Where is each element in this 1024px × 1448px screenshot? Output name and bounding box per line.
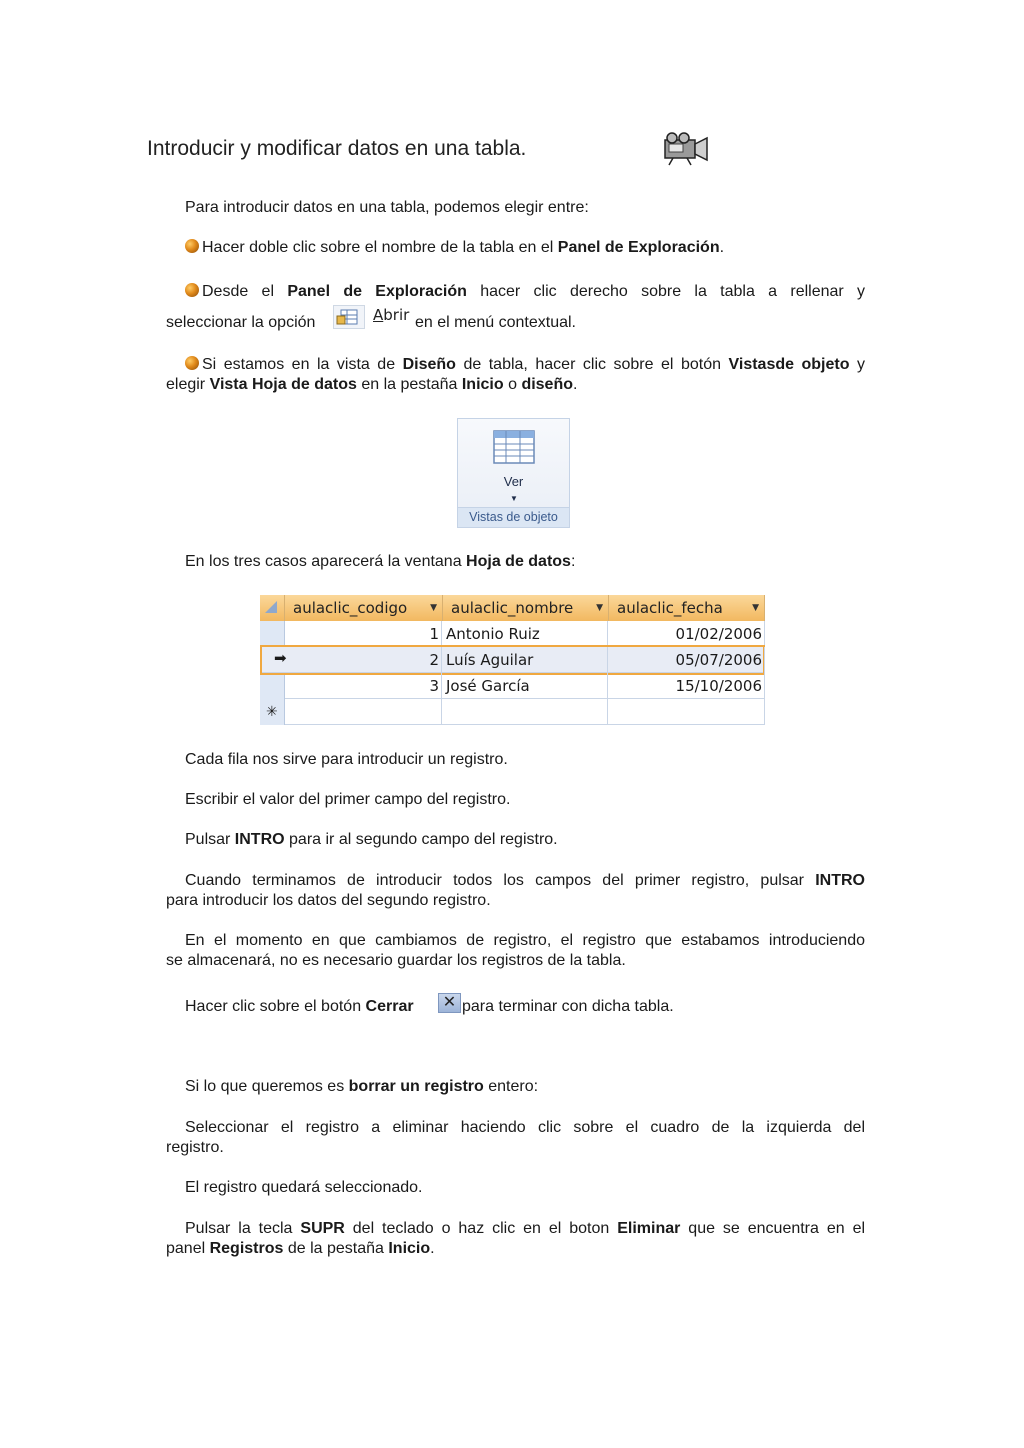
- bullet-2-line2b: en el menú contextual.: [415, 314, 576, 331]
- paragraph-line1: Seleccionar el registro a eliminar haciendo clic sobre el cuadro de la izquierda del: [185, 1119, 865, 1136]
- video-camera-icon: [663, 132, 709, 166]
- paragraph-cont: para terminar con dicha tabla.: [462, 998, 674, 1015]
- datasheet-table: [260, 595, 765, 725]
- vistas-de-objeto-ribbon: [457, 418, 570, 528]
- abrir-option: Abrir: [373, 306, 410, 324]
- table-cell: 05/07/2006: [608, 647, 765, 673]
- paragraph-line2: panel Registros de la pestaña Inicio.: [166, 1240, 435, 1257]
- table-cell: Antonio Ruiz: [442, 621, 608, 647]
- dropdown-arrow-icon: ▼: [596, 603, 603, 613]
- new-record-star-icon: ✳: [266, 704, 278, 720]
- table-cell: 15/10/2006: [608, 673, 765, 699]
- ribbon-group-label: Vistas de objeto: [458, 507, 569, 527]
- open-table-icon: [333, 305, 365, 329]
- page-title: Introducir y modificar datos en una tabla.: [147, 137, 527, 160]
- bullet-1: Hacer doble clic sobre el nombre de la tabla en el Panel de Exploración.: [185, 238, 724, 258]
- bullet-3-line1: Si estamos en la vista de Diseño de tabla, hacer clic sobre el botón Vistasde objeto y: [185, 355, 865, 375]
- current-record-arrow-icon: ➡: [274, 649, 287, 667]
- paragraph-line2: para introducir los datos del segundo registro.: [166, 892, 491, 909]
- paragraph-line2: registro.: [166, 1139, 224, 1156]
- paragraph: Hacer clic sobre el botón Cerrar: [185, 998, 414, 1015]
- dropdown-arrow-icon: ▼: [752, 603, 759, 613]
- bullet-icon: [185, 283, 199, 297]
- paragraph-line1: En el momento en que cambiamos de registro, el registro que estabamos introduciendo: [185, 932, 865, 949]
- new-record-row: [266, 699, 765, 725]
- table-cell: [608, 699, 765, 725]
- table-row-selected: [262, 647, 763, 673]
- bullet-icon: [185, 239, 199, 253]
- bullet-2-line1: Desde el Panel de Exploración hacer clic derecho sobre la tabla a rellenar y: [185, 282, 865, 302]
- paragraph: El registro quedará seleccionado.: [185, 1179, 423, 1196]
- paragraph: Si lo que queremos es borrar un registro entero:: [185, 1078, 539, 1095]
- table-cell: Luís Aguilar: [442, 647, 608, 673]
- dropdown-arrow-icon: ▼: [510, 494, 518, 503]
- column-header: aulaclic_fecha ▼: [609, 595, 765, 621]
- dropdown-arrow-icon: ▼: [430, 603, 437, 613]
- three-cases-text: En los tres casos aparecerá la ventana Hoja de datos:: [185, 553, 576, 570]
- paragraph: Escribir el valor del primer campo del registro.: [185, 791, 511, 808]
- table-row: [285, 621, 765, 647]
- table-cell: 1: [285, 621, 442, 647]
- bullet-3-line2: elegir Vista Hoja de datos en la pestaña Inicio o diseño.: [166, 376, 578, 393]
- bullet-icon: [185, 356, 199, 370]
- table-cell: [442, 699, 608, 725]
- select-all-corner: [260, 595, 285, 621]
- paragraph-line1: Pulsar la tecla SUPR del teclado o haz clic en el boton Eliminar que se encuentra en el: [185, 1220, 866, 1237]
- paragraph-line1: Cuando terminamos de introducir todos los campos del primer registro, pulsar INTRO: [185, 872, 865, 889]
- table-cell: 3: [285, 673, 442, 699]
- close-icon: ✕: [438, 993, 461, 1013]
- table-cell: José García: [442, 673, 608, 699]
- paragraph: Cada fila nos sirve para introducir un registro.: [185, 751, 508, 768]
- column-header: aulaclic_nombre ▼: [443, 595, 609, 621]
- column-header: aulaclic_codigo ▼: [285, 595, 443, 621]
- intro-text: Para introducir datos en una tabla, podemos elegir entre:: [185, 199, 589, 216]
- table-cell: 01/02/2006: [608, 621, 765, 647]
- paragraph-line2: se almacenará, no es necesario guardar los registros de la tabla.: [166, 952, 626, 969]
- table-cell: [285, 699, 442, 725]
- paragraph: Pulsar INTRO para ir al segundo campo del registro.: [185, 831, 558, 848]
- bullet-2-line2a: seleccionar la opción: [166, 314, 316, 331]
- table-cell: 2: [285, 647, 442, 673]
- datasheet-view-icon: [492, 429, 536, 465]
- table-row: [285, 673, 765, 699]
- ver-button-label: Ver: [503, 474, 524, 489]
